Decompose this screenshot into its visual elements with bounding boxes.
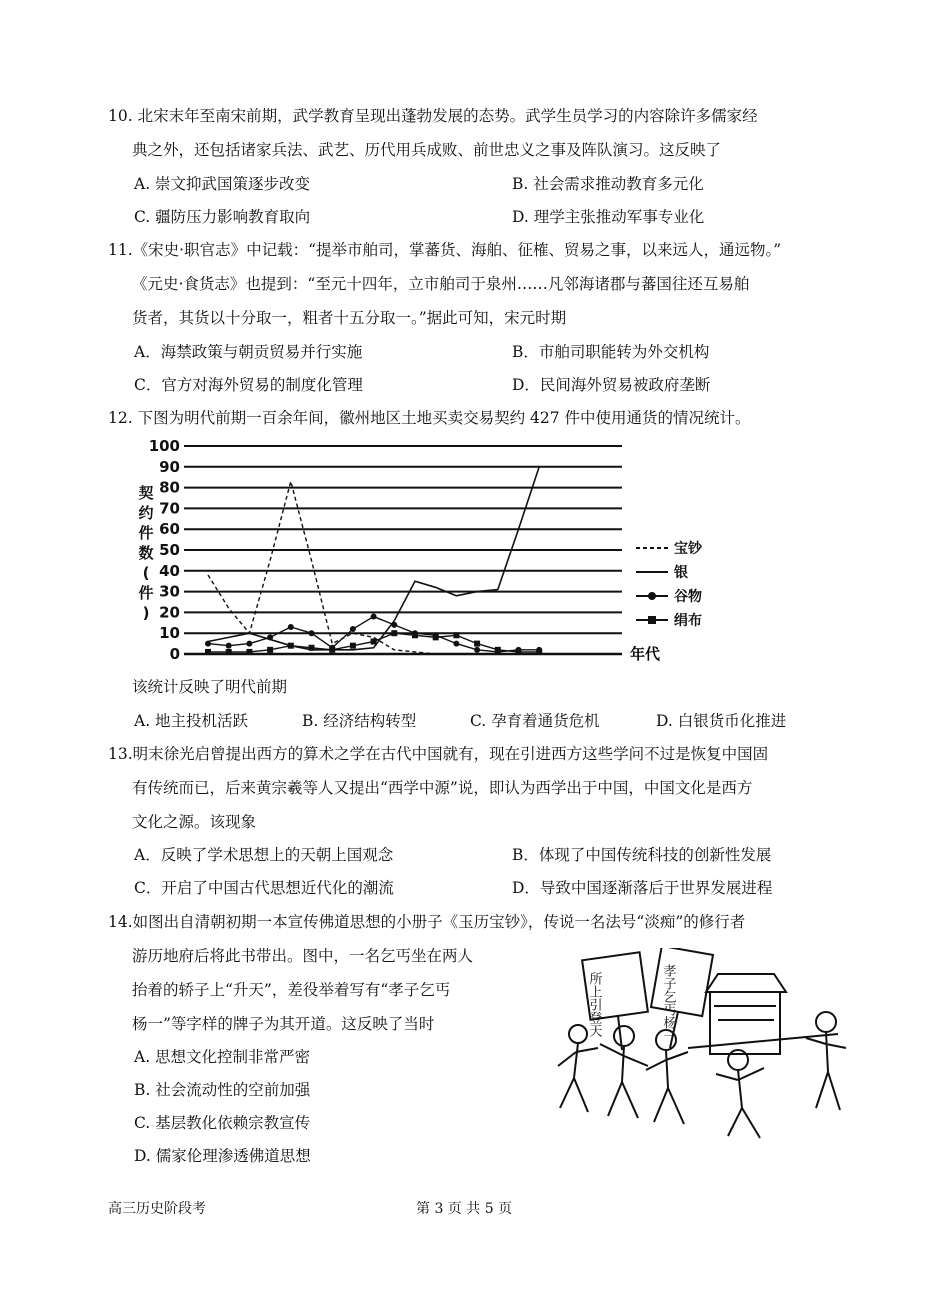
q13-stem-line1: 13.明末徐光启曾提出西方的算术之学在古代中国就有，现在引进西方这些学问不过是恢复中国固: [108, 745, 769, 763]
q13-stem-line2: 有传统而已，后来黄宗羲等人又提出“西学中源”说，即认为西学出于中国，中国文化是西方: [132, 779, 753, 797]
y-axis-label-char: (: [142, 564, 150, 582]
data-point: [391, 622, 397, 628]
data-point: [267, 647, 273, 653]
y-axis-label-char: 约: [138, 504, 154, 522]
q10-option-a: A. 崇文抑武国策逐步改变: [134, 175, 311, 193]
y-tick-label: 70: [159, 499, 180, 518]
q14-stem-line3: 抬着的轿子上“升天”，差役举着写有“孝子乞丐: [132, 981, 451, 999]
y-tick-label: 30: [159, 582, 180, 601]
y-tick-label: 50: [159, 541, 180, 559]
q10-stem-line2: 典之外，还包括诸家兵法、武艺、历代用兵成败、前世忠义之事及阵队演习。这反映了: [132, 141, 722, 159]
data-point: [391, 630, 397, 636]
footer-page-number: 第 3 页 共 5 页: [416, 1201, 513, 1217]
legend-label: 谷物: [674, 589, 702, 605]
data-point: [226, 643, 232, 649]
legend-marker: [648, 616, 656, 624]
data-point: [350, 626, 356, 632]
chart-grid: [184, 446, 622, 654]
data-point: [309, 630, 315, 636]
q11-option-c: C．官方对海外贸易的制度化管理: [134, 376, 363, 394]
data-point: [205, 649, 211, 655]
data-point: [309, 645, 315, 651]
y-tick-label: 80: [159, 478, 180, 497]
legend-label: 绢布: [674, 613, 702, 629]
data-point: [246, 649, 252, 655]
q10-option-d: D. 理学主张推动军事专业化: [512, 208, 705, 226]
q11-stem-line3: 货者，其货以十分取一，粗者十五分取一。”据此可知，宋元时期: [132, 309, 567, 327]
data-point: [350, 643, 356, 649]
data-point: [329, 647, 335, 653]
data-point: [246, 641, 252, 647]
series-line-银: [208, 467, 539, 650]
data-point: [226, 649, 232, 655]
data-point: [371, 639, 377, 645]
chart-legend: [636, 540, 703, 629]
data-point: [433, 634, 439, 640]
q12-option-a: A. 地主投机活跃: [134, 712, 249, 730]
data-point: [495, 647, 501, 653]
q11-option-a: A．海禁政策与朝贡贸易并行实施: [134, 343, 363, 361]
q13-option-d: D．导致中国逐渐落后于世界发展进程: [512, 879, 773, 897]
q14-option-a: A. 思想文化控制非常严密: [134, 1048, 311, 1066]
data-point: [288, 643, 294, 649]
data-point: [205, 641, 211, 647]
data-point: [371, 614, 377, 620]
y-axis-label-char: 契: [138, 484, 154, 502]
y-tick-label: 0: [169, 645, 180, 663]
q12-conclusion: 该统计反映了明代前期: [132, 678, 288, 696]
data-point: [288, 624, 294, 630]
q12-option-b: B. 经济结构转型: [302, 712, 417, 730]
placard-right-text: 孝子乞丐杨一: [660, 964, 676, 1042]
q10-stem-line1: 10. 北宋末年至南宋前期，武学教育呈现出蓬勃发展的态势。武学生员学习的内容除许多儒家经: [108, 107, 758, 125]
data-point: [536, 649, 542, 655]
q14-option-c: C. 基层教化依赖宗教宣传: [134, 1114, 311, 1132]
sedan-chair-illustration: [538, 948, 854, 1146]
q11-stem-line2: 《元史·食货志》也提到：“至元十四年，立市舶司于泉州……凡邻海诸郡与蕃国往还互易舶: [132, 275, 750, 293]
q14-option-d: D. 儒家伦理渗透佛道思想: [134, 1147, 311, 1165]
chart-series: [205, 467, 542, 655]
q14-stem-line1: 14.如图出自清朝初期一本宣传佛道思想的小册子《玉历宝钞》，传说一名法号“淡痴”的修行者: [108, 913, 746, 931]
y-tick-label: 100: [148, 437, 180, 455]
q13-option-c: C．开启了中国古代思想近代化的潮流: [134, 879, 394, 897]
q11-option-d: D．民间海外贸易被政府垄断: [512, 376, 711, 394]
y-tick-label: 60: [159, 520, 180, 539]
placard-left-text: 所上引登天: [586, 972, 602, 1037]
chart-x-label: 年代: [630, 645, 661, 663]
data-point: [453, 632, 459, 638]
q12-option-d: D. 白银货币化推进: [656, 712, 787, 730]
currency-line-chart: [128, 436, 718, 668]
legend-label: 银: [674, 565, 688, 581]
legend-label: 宝钞: [674, 541, 702, 557]
data-point: [412, 632, 418, 638]
q13-option-a: A．反映了学术思想上的天朝上国观念: [134, 846, 394, 864]
data-point: [474, 641, 480, 647]
y-tick-label: 10: [159, 624, 180, 643]
y-tick-label: 40: [159, 561, 180, 580]
chart-y-label: [138, 484, 153, 622]
data-point: [267, 634, 273, 640]
y-axis-label-char: ): [142, 604, 150, 622]
y-tick-label: 90: [159, 457, 180, 476]
data-point: [516, 649, 522, 655]
q10-option-c: C. 疆防压力影响教育取向: [134, 208, 311, 226]
y-tick-label: 20: [159, 603, 180, 622]
y-axis-label-char: 数: [138, 544, 154, 562]
q14-option-b: B. 社会流动性的空前加强: [134, 1081, 311, 1099]
legend-marker: [648, 592, 656, 600]
q14-stem-line4: 杨一”等字样的牌子为其开道。这反映了当时: [132, 1015, 435, 1033]
y-axis-label-char: 件: [138, 584, 154, 602]
data-point: [453, 641, 459, 647]
footer-exam-name: 高三历史阶段考: [108, 1201, 206, 1217]
q13-stem-line3: 文化之源。该现象: [132, 813, 257, 831]
q11-stem-line1: 11.《宋史·职官志》中记载：“提举市舶司，掌蕃货、海舶、征榷、贸易之事，以来远人，通远物。”: [108, 241, 782, 259]
q12-stem: 12. 下图为明代前期一百余年间，徽州地区土地买卖交易契约 427 件中使用通货的情况统计。: [108, 409, 751, 427]
q14-stem-line2: 游历地府后将此书带出。图中，一名乞丐坐在两人: [132, 947, 474, 965]
y-axis-label-char: 件: [138, 524, 154, 542]
data-point: [474, 647, 480, 653]
q13-option-b: B．体现了中国传统科技的创新性发展: [512, 846, 772, 864]
q11-option-b: B．市舶司职能转为外交机构: [512, 343, 710, 361]
q10-option-b: B. 社会需求推动教育多元化: [512, 175, 704, 193]
q12-option-c: C. 孕育着通货危机: [470, 712, 600, 730]
